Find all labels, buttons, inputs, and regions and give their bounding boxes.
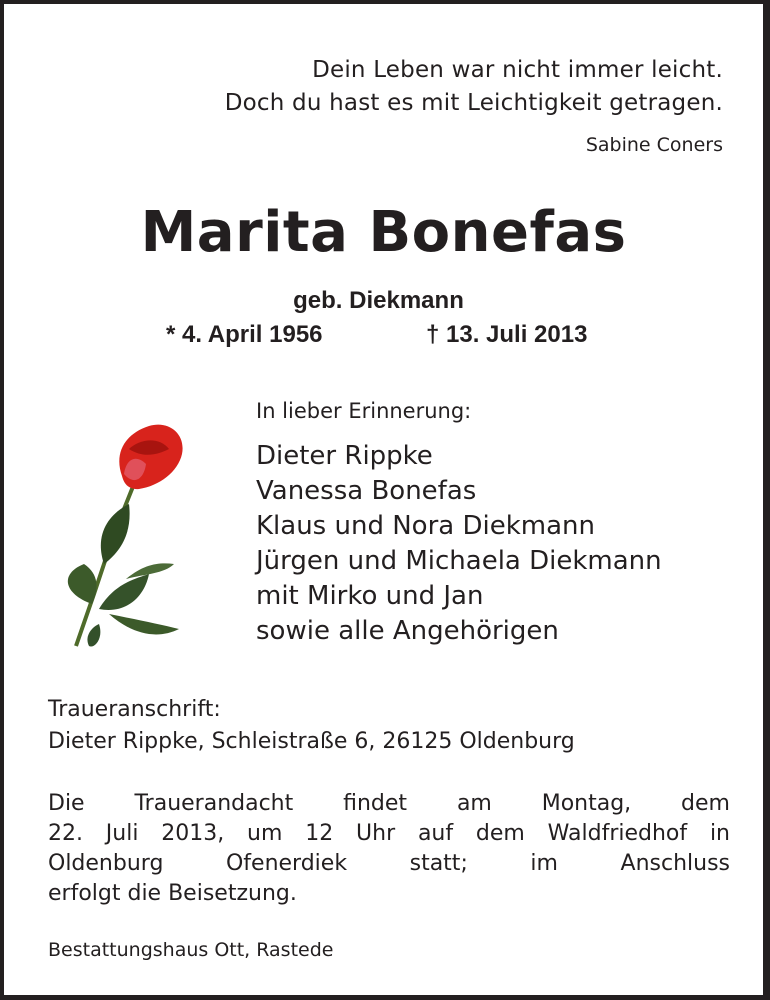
funeral-home: Bestattungshaus Ott, Rastede [48, 939, 334, 961]
address-value: Dieter Rippke, Schleistraße 6, 26125 Oldenburg [48, 729, 575, 754]
mourner: mit Mirko und Jan [256, 581, 484, 611]
service-line: erfolgt die Beisetzung. [48, 881, 297, 906]
quote-author: Sabine Coners [585, 134, 723, 156]
motto-line: Dein Leben war nicht immer leicht. [312, 57, 723, 83]
service-announcement [48, 789, 730, 909]
motto-line: Doch du hast es mit Leichtigkeit getragen. [224, 90, 723, 116]
mourner: Dieter Rippke [256, 441, 433, 471]
service-line: Oldenburg Ofenerdiek statt; im Anschluss [48, 851, 730, 876]
mourner: sowie alle Angehörigen [256, 616, 559, 646]
motto-quote [225, 54, 723, 120]
mourning-address [48, 694, 575, 758]
mourner: Jürgen und Michaela Diekmann [256, 546, 662, 576]
birth-date: * 4. April 1956 [166, 321, 323, 348]
service-line: Die Trauerandacht findet am Montag, dem [48, 791, 730, 816]
maiden-name: geb. Diekmann [293, 287, 464, 314]
service-line: 22. Juli 2013, um 12 Uhr auf dem Waldfriedhof in [48, 821, 730, 846]
mourner: Vanessa Bonefas [256, 476, 477, 506]
mourners-list [256, 439, 662, 649]
death-date: † 13. Juli 2013 [426, 321, 588, 348]
address-label: Traueranschrift: [48, 697, 221, 722]
mourner: Klaus und Nora Diekmann [256, 511, 595, 541]
rose-image [54, 414, 204, 654]
deceased-name: Marita Bonefas [140, 200, 627, 265]
memory-label: In lieber Erinnerung: [256, 399, 472, 423]
